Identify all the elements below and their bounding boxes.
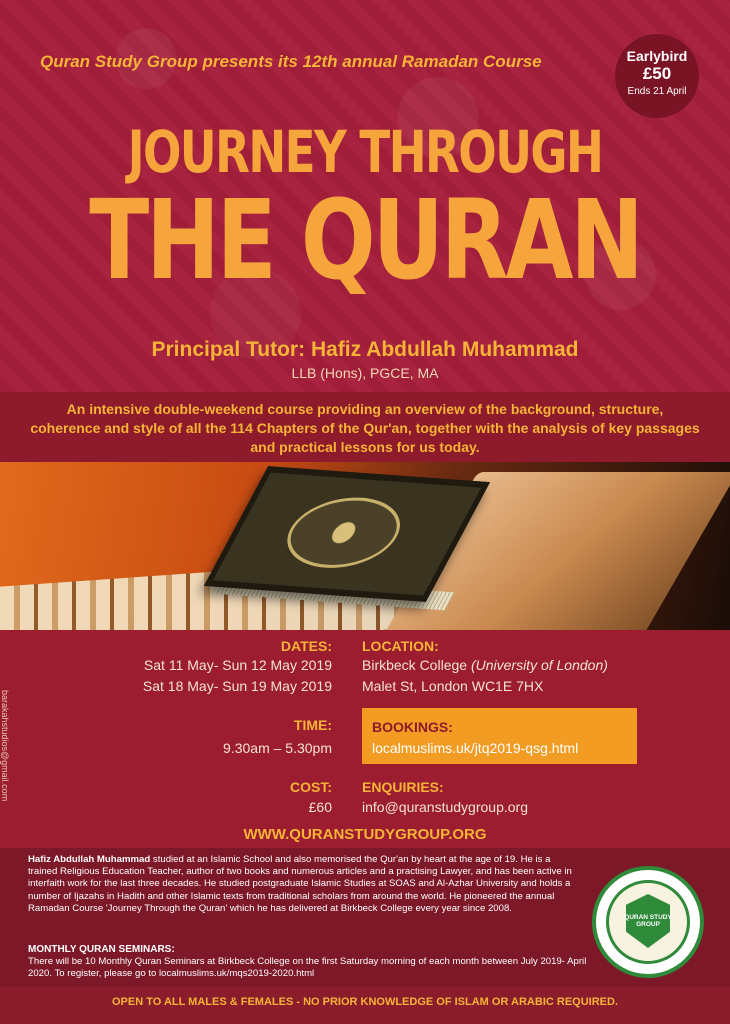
cost-label: COST: [290, 779, 332, 795]
earlybird-deadline: Ends 21 April [627, 86, 687, 97]
enquiries-email[interactable]: info@quranstudygroup.org [362, 799, 528, 815]
bookings-link[interactable]: localmuslims.uk/jtq2019-qsg.html [372, 740, 579, 756]
time-label: TIME: [293, 717, 332, 733]
tutor-bio [28, 854, 576, 915]
website-link[interactable]: WWW.QURANSTUDYGROUP.ORG [243, 826, 487, 843]
bookings-label: BOOKINGS: [372, 719, 453, 735]
footer-notice: OPEN TO ALL MALES & FEMALES - NO PRIOR KNOWLEDGE OF ISLAM OR ARABIC REQUIRED. [0, 986, 730, 1024]
bio-name: Hafiz Abdullah Muhammad [28, 854, 151, 865]
course-description: An intensive double-weekend course providing an overview of the background, structure, coherence and style of all the 114 Chapters of the Qur'an, together with the analysis of key passages and practical lessons for us today. [0, 392, 730, 462]
bio-body: studied at an Islamic School and also memorised the Qur'an by heart at the age of 19. He is a trained Religious Education Teacher, author of two books and numerous articles and a practising Lawyer, and has been active in interfaith work for the last three decades. He studied postgraduate Islamic Studies at SOAS and Al-Azhar University and holds a number of Ijazahs in Hadith and other Islamic texts from traditional scholars from around the world. He pioneered the annual Ramadan Course 'Journey Through the Quran' which he has delivered at Birkbeck College every year since 2008. [28, 854, 572, 914]
quran-study-group-logo [592, 866, 704, 978]
seminars-heading: MONTHLY QURAN SEMINARS: [28, 944, 175, 955]
date-2: Sat 18 May- Sun 19 May 2019 [142, 678, 332, 694]
seminars-text: There will be 10 Monthly Quran Seminars at Birkbeck College on the first Saturday morning of each month between July 2019- April 2020. To register, please go to localmuslims.uk/mqs2019-2020.html [28, 956, 587, 980]
presents-line: Quran Study Group presents its 12th annual Ramadan Course [40, 52, 542, 71]
earlybird-label: Earlybird [626, 48, 688, 64]
cost-value: £60 [308, 799, 332, 815]
location-line-2: Malet St, London WC1E 7HX [362, 678, 544, 694]
location-label: LOCATION: [362, 638, 439, 654]
principal-tutor [0, 338, 730, 362]
location-line-1 [362, 657, 608, 673]
logo-text: QURAN STUDY GROUP [624, 914, 672, 928]
location-venue: Birkbeck College [362, 657, 468, 673]
tutor-qualifications: LLB (Hons), PGCE, MA [291, 365, 439, 381]
quran-photo [0, 462, 730, 630]
date-1: Sat 11 May- Sun 12 May 2019 [143, 657, 332, 673]
location-university: (University of London) [470, 657, 608, 673]
time-value: 9.30am – 5.30pm [223, 740, 332, 756]
title-line-2: THE QURAN [89, 176, 641, 304]
book-ornament-icon [272, 494, 416, 572]
designer-email: barakahstudios@gmail.com [0, 690, 10, 802]
tutor-label: Principal Tutor: [151, 338, 311, 361]
tutor-name: Hafiz Abdullah Muhammad [310, 338, 579, 361]
dates-label: DATES: [280, 638, 332, 654]
earlybird-badge [615, 34, 699, 118]
earlybird-price: £50 [642, 64, 672, 83]
enquiries-label: ENQUIRIES: [362, 779, 444, 795]
title-line-1: JOURNEY THROUGH [127, 118, 603, 186]
